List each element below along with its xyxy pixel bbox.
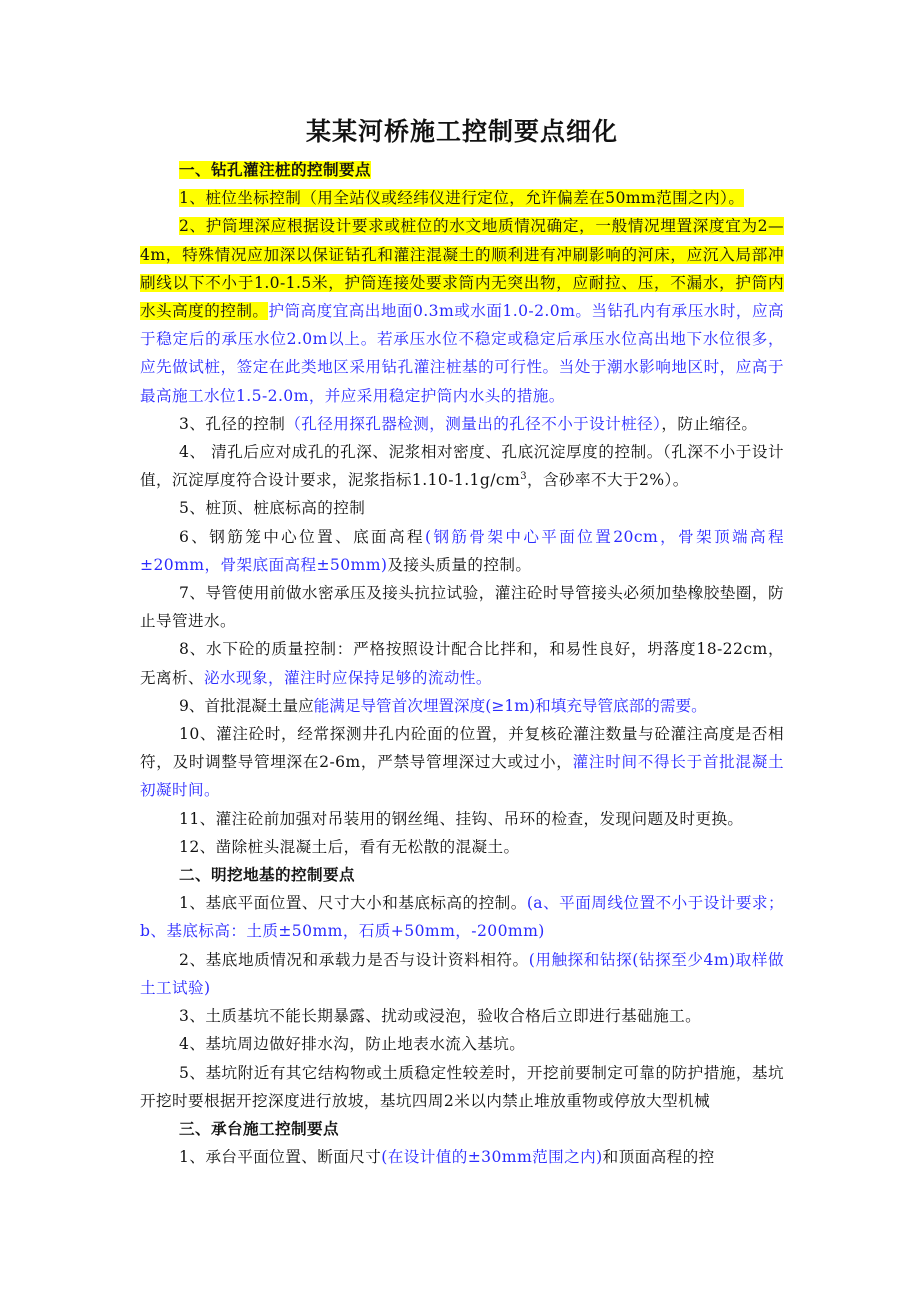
paragraph-text: 9、首批混凝土量应: [179, 696, 314, 715]
paragraph-2-1: [140, 889, 784, 945]
paragraph-text: 和顶面高程的控: [602, 1148, 715, 1167]
paragraph-1-9: [140, 692, 784, 720]
paragraph-text: 及接头质量的控制。: [387, 555, 532, 574]
paragraph-1-3: [140, 410, 784, 438]
paragraph-1-4: [140, 438, 784, 494]
paragraph-1-8: [140, 635, 784, 691]
paragraph-text-blue: 护筒高度宜高出地面0.3m或水面1.0-2.0m。当钻孔内有承压水时，应高于稳定后的承压水位2.0m以上。若承压水位不稳定或稳定后承压水位高出地下水位很多，应先做试桩，签定在此类地区采用钻孔灌注桩基的可行性。当处于潮水影响地区时，应高于最高施工水位1.5-2.0m，并应采用稳定护筒内水头的措施。: [140, 302, 785, 405]
paragraph-1-6: [140, 523, 784, 579]
paragraph-1-11: [140, 805, 784, 833]
paragraph-text-blue: (a、平面周线位置不小于设计要求；b、基底标高：土质±50mm，石质+50mm，-200mm): [140, 894, 784, 941]
paragraph-text: 4、基坑周边做好排水沟，防止地表水流入基坑。: [179, 1035, 526, 1054]
paragraph-text: ，含砂率不大于2%）。: [527, 471, 689, 490]
paragraph-3-1: [140, 1143, 784, 1171]
paragraph-2-3: [140, 1002, 784, 1030]
paragraph-text-blue: 泌水现象，灌注时应保持足够的流动性。: [203, 668, 492, 687]
paragraph-text-blue: (钢筋骨架中心平面位置20cm，骨架顶端高程±20mm，骨架底面高程±50mm): [140, 527, 784, 574]
page-title: 某某河桥施工控制要点细化: [305, 117, 618, 146]
paragraph-2-4: [140, 1030, 784, 1058]
paragraph-text: 5、基坑附近有其它结构物或土质稳定性较差时，开挖前要制定可靠的防护措施，基坑开挖时要根据开挖深度进行放坡，基坑四周2米以内禁止堆放重物或停放大型机械: [140, 1063, 784, 1110]
section-heading-2: 二、明挖地基的控制要点: [179, 866, 355, 885]
paragraph-text: 12、凿除桩头混凝土后，看有无松散的混凝土。: [179, 837, 520, 856]
section-heading-3: 三、承台施工控制要点: [179, 1119, 339, 1138]
paragraph-text: 11、灌注砼前加强对吊装用的钢丝绳、挂钩、吊环的检查，发现问题及时更换。: [179, 809, 744, 828]
section-heading-1: [140, 156, 784, 184]
superscript: 3: [520, 471, 528, 483]
paragraph-text-blue: 灌注时间不得长于首批混凝土初凝时间。: [140, 753, 784, 800]
paragraph-text-blue: (用触探和钻探(钻探至少4m)取样做土工试验): [140, 950, 784, 997]
paragraph-text: 2、基底地质情况和承载力是否与设计资料相符。: [179, 950, 529, 969]
paragraph-text: 10、灌注砼时，经常探测井孔内砼面的位置，并复核砼灌注数量与砼灌注高度是否相符，及时调整导管埋深在2-6m，严禁导管埋深过大或过小，: [140, 725, 784, 772]
document-page: [140, 112, 784, 1171]
paragraph-text: 5、桩顶、桩底标高的控制: [179, 499, 366, 518]
paragraph-text: 8、水下砼的质量控制：严格按照设计配合比拌和，和易性良好，坍落度18-22cm，无离析、: [140, 640, 784, 687]
paragraph-1-5: [140, 494, 784, 522]
paragraph-1-2: [140, 212, 784, 409]
paragraph-text-highlighted: 2、护筒埋深应根据设计要求或桩位的水文地质情况确定，一般情况埋置深度宜为2—4m，特殊情况应加深以保证钻孔和灌注混凝土的顺利进有冲刷影响的河床，应沉入局部冲刷线以下不小于1.0-1.5米，护筒连接处要求筒内无突出物，应耐拉、压，不漏水，护筒内水头高度的控制。: [140, 217, 784, 321]
paragraph-text: 6、钢筋笼中心位置、底面高程: [179, 527, 425, 546]
paragraph-text: 1、桩位坐标控制（用全站仪或经纬仪进行定位，允许偏差在50mm范围之内）。: [179, 189, 745, 208]
paragraph-text: 3、土质基坑不能长期暴露、扰动或浸泡，验收合格后立即进行基础施工。: [179, 1007, 702, 1026]
heading-text: 一、钻孔灌注桩的控制要点: [179, 161, 371, 179]
paragraph-1-10: [140, 720, 784, 805]
paragraph-1-1: [140, 184, 784, 212]
paragraph-1-7: [140, 579, 784, 635]
paragraph-2-2: [140, 946, 784, 1002]
paragraph-text-blue: （孔径用探孔器检测，测量出的孔径不小于设计桩径）: [285, 414, 662, 433]
paragraph-text: 1、基底平面位置、尺寸大小和基底标高的控制。: [179, 894, 527, 913]
paragraph-text-blue: (在设计值的±30mm范围之内): [381, 1148, 603, 1167]
paragraph-text: ，防止缩径。: [661, 414, 758, 433]
paragraph-1-12: [140, 833, 784, 861]
paragraph-text: 4、 清孔后应对成孔的孔深、泥浆相对密度、孔底沉淀厚度的控制。（孔深不小于设计值，沉淀厚度符合设计要求，泥浆指标1.10-1.1g/cm: [140, 443, 784, 490]
paragraph-text: 1、承台平面位置、断面尺寸: [179, 1148, 382, 1167]
paragraph-text: 3、孔径的控制: [179, 414, 286, 433]
paragraph-2-5: [140, 1059, 784, 1115]
paragraph-text: 7、导管使用前做水密承压及接头抗拉试验，灌注砼时导管接头必须加垫橡胶垫圈，防止导管进水。: [140, 584, 784, 631]
paragraph-text-blue: 能满足导管首次埋置深度(≥1m)和填充导管底部的需要。: [313, 696, 707, 715]
